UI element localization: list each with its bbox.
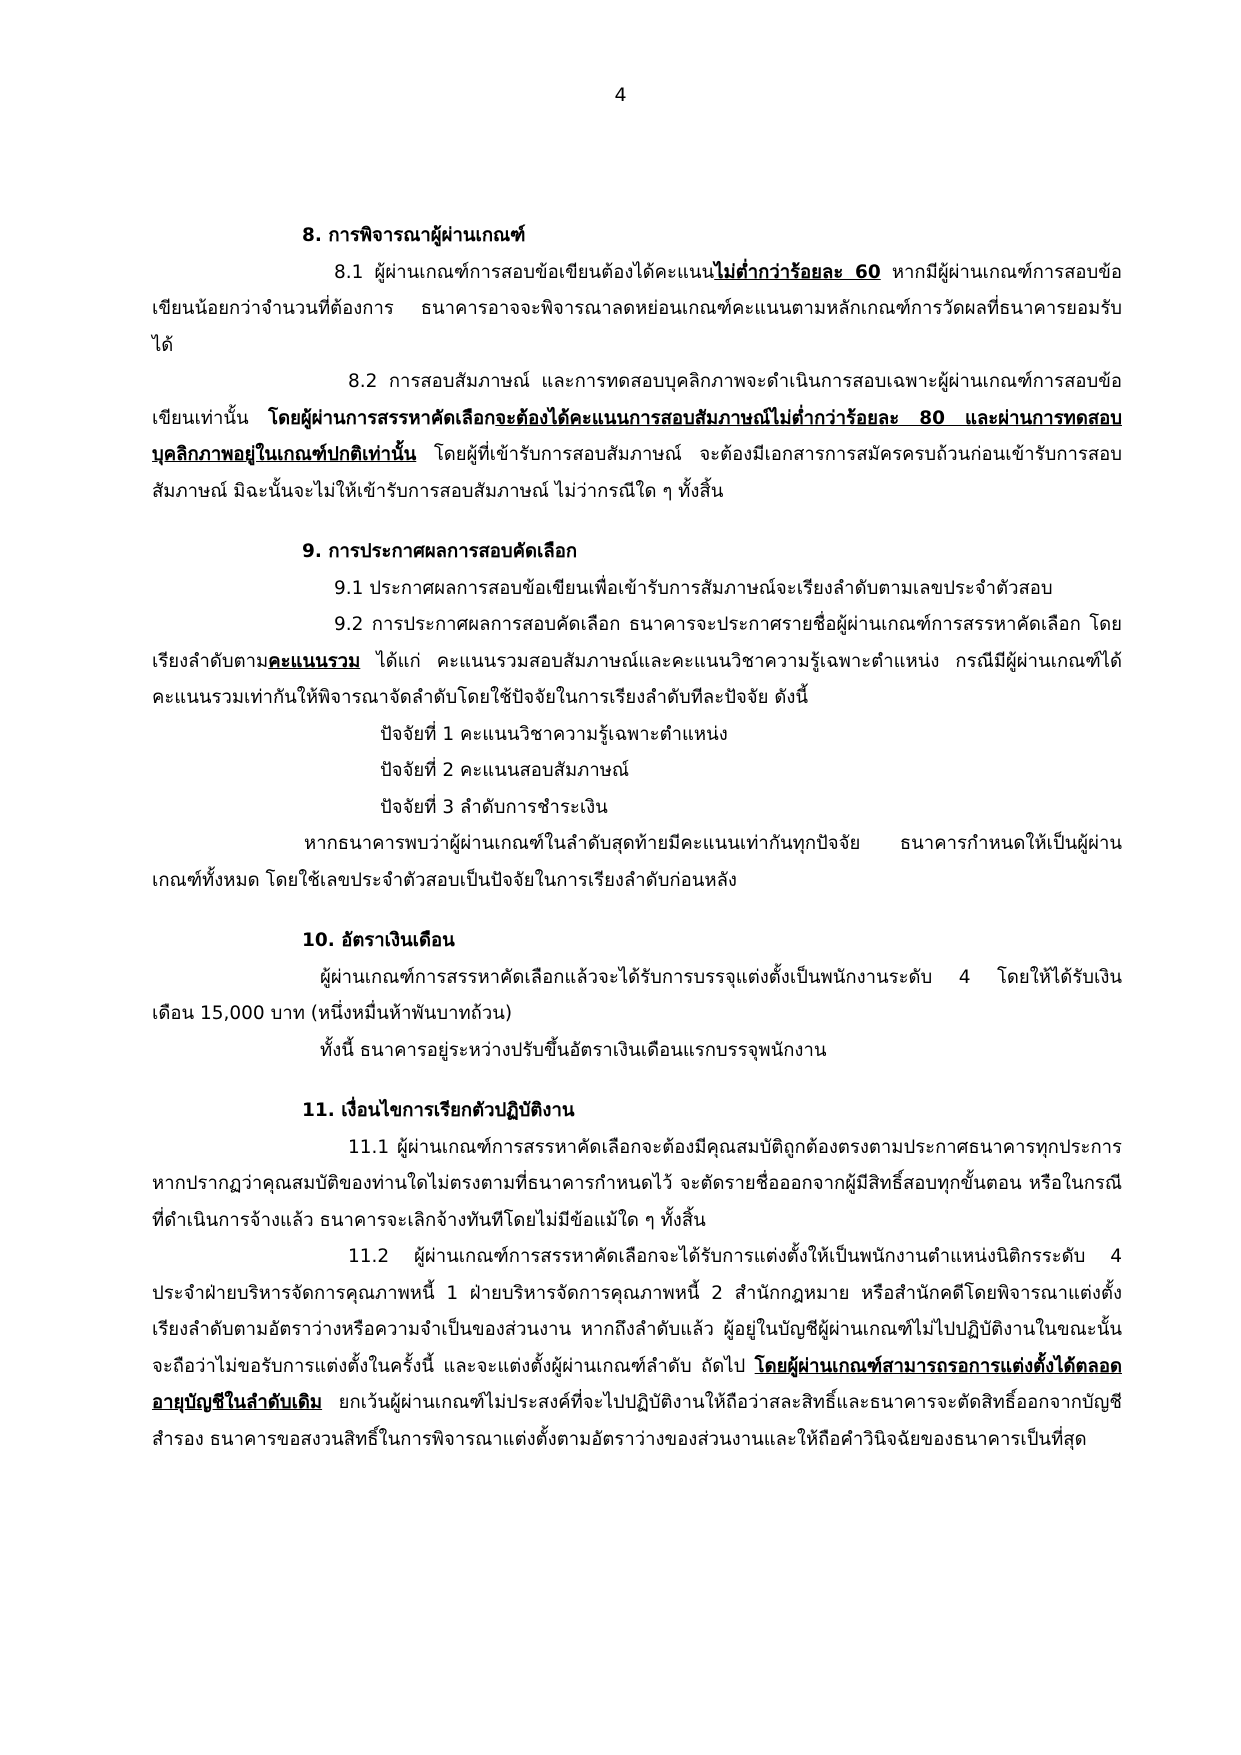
text: 8.2 การสอบสัมภาษณ์ และการทดสอบบุคลิกภาพจะดำเนินการสอบเฉพาะผู้ผ่านเกณฑ์การสอบข้อเขียนเท่านั้น: [152, 371, 1122, 429]
section-9-heading: 9. การประกาศผลการสอบคัดเลือก: [302, 541, 578, 562]
emphasis-text: โดยผู้ผ่านเกณฑ์สามารถรอการแต่งตั้งได้ตลอดอายุบัญชีในลำดับเดิม: [152, 1355, 1122, 1413]
document-body: [152, 218, 1122, 1458]
emphasis-text: จะต้องได้คะแนนการสอบสัมภาษณ์ไม่ต่ำกว่าร้อยละ 80 และผ่านการทดสอบบุคลิกภาพอยู่ในเกณฑ์ปกติเท่านั้น: [152, 407, 1122, 465]
text: โดยผู้ที่เข้ารับการสอบสัมภาษณ์ จะต้องมีเอกสารการสมัครครบถ้วนก่อนเข้ารับการสอบสัมภาษณ์ มิฉะนั้นจะไม่ให้เข้ารับการสอบสัมภาษณ์ ไม่ว่ากรณีใด ๆ ทั้งสิ้น: [152, 444, 1122, 502]
paragraph-9-2: [152, 607, 1122, 717]
bold-text: โดยผู้ผ่านการสรรหาคัดเลือก: [268, 407, 496, 429]
paragraph-9-1: 9.1 ประกาศผลการสอบข้อเขียนเพื่อเข้ารับการสัมภาษณ์จะเรียงลำดับตามเลขประจำตัวสอบ: [334, 577, 1053, 599]
emphasis-text: ไม่ต่ำกว่าร้อยละ 60: [714, 261, 881, 283]
page-number: 4: [614, 84, 627, 106]
section-8-heading: 8. การพิจารณาผู้ผ่านเกณฑ์: [302, 225, 526, 246]
text: ยกเว้นผู้ผ่านเกณฑ์ไม่ประสงค์ที่จะไปปฏิบัติงานให้ถือว่าสละสิทธิ์และธนาคารจะตัดสิทธิ์ออกจากบัญชีสำรอง ธนาคารขอสงวนสิทธิ์ในการพิจารณาแต่งตั้งตามอัตราว่างของส่วนงานและให้ถือคำวินิจฉัยของธนาคารเป็นที่สุด: [152, 1392, 1122, 1450]
factor-item: ปัจจัยที่ 2 คะแนนสอบสัมภาษณ์: [380, 760, 630, 781]
paragraph-10-2: ทั้งนี้ ธนาคารอยู่ระหว่างปรับขึ้นอัตราเงินเดือนแรกบรรจุพนักงาน: [320, 1039, 827, 1061]
paragraph-11-1: 11.1 ผู้ผ่านเกณฑ์การสรรหาคัดเลือกจะต้องมีคุณสมบัติถูกต้องตรงตามประกาศธนาคารทุกประการ หากปรากฏว่าคุณสมบัติของท่านใดไม่ตรงตามที่ธนาคารกำหนดไว้ จะตัดรายชื่อออกจากผู้มีสิทธิ์สอบทุกขั้นตอน หรือในกรณีที่ดำเนินการจ้างแล้ว ธนาคารจะเลิกจ้างทันทีโดยไม่มีข้อแม้ใด ๆ ทั้งสิ้น: [152, 1136, 1122, 1231]
section-11-heading: 11. เงื่อนไขการเรียกตัวปฏิบัติงาน: [302, 1100, 575, 1121]
factor-item: ปัจจัยที่ 1 คะแนนวิชาความรู้เฉพาะตำแหน่ง: [380, 723, 728, 745]
paragraph-11-2: [152, 1239, 1122, 1458]
emphasis-text: คะแนนรวม: [268, 650, 361, 672]
text: หากมีผู้ผ่านเกณฑ์การสอบข้อเขียนน้อยกว่าจำนวนที่ต้องการ ธนาคารอาจจะพิจารณาลดหย่อนเกณฑ์คะแนนตามหลักเกณฑ์การวัดผลที่ธนาคารยอมรับได้: [152, 261, 1123, 356]
section-10-heading: 10. อัตราเงินเดือน: [302, 930, 455, 951]
factor-item: ปัจจัยที่ 3 ลำดับการชำระเงิน: [380, 796, 608, 818]
paragraph-8-2: [152, 364, 1122, 510]
paragraph-10-1: ผู้ผ่านเกณฑ์การสรรหาคัดเลือกแล้วจะได้รับการบรรจุแต่งตั้งเป็นพนักงานระดับ 4 โดยให้ได้รับเงินเดือน 15,000 บาท (หนึ่งหมื่นห้าพันบาทถ้วน): [152, 966, 1122, 1024]
text: ได้แก่ คะแนนรวมสอบสัมภาษณ์และคะแนนวิชาความรู้เฉพาะตำแหน่ง กรณีมีผู้ผ่านเกณฑ์ได้คะแนนรวมเท่ากันให้พิจารณาจัดลำดับโดยใช้ปัจจัยในการเรียงลำดับทีละปัจจัย ดังนี้: [152, 650, 1122, 708]
text: 8.1 ผู้ผ่านเกณฑ์การสอบข้อเขียนต้องได้คะแนน: [334, 261, 715, 283]
text: 9.2 การประกาศผลการสอบคัดเลือก ธนาคารจะประกาศรายชื่อผู้ผ่านเกณฑ์การสรรหาคัดเลือก โดยเรียงลำดับตาม: [152, 614, 1122, 672]
text: 11.2 ผู้ผ่านเกณฑ์การสรรหาคัดเลือกจะได้รับการแต่งตั้งให้เป็นพนักงานตำแหน่งนิติกรระดับ 4 ประจำฝ่ายบริหารจัดการคุณภาพหนี้ 1 ฝ่ายบริหารจัดการคุณภาพหนี้ 2 สำนักกฎหมาย หรือสำนักคดีโดยพิจารณาแต่งตั้งเรียงลำดับตามอัตราว่างหรือความจำเป็นของส่วนงาน หากถึงลำดับแล้ว ผู้อยู่ในบัญชีผู้ผ่านเกณฑ์ไม่ไปปฏิบัติงานในขณะนั้น จะถือว่าไม่ขอรับการแต่งตั้งในครั้งนี้ และจะแต่งตั้งผู้ผ่านเกณฑ์ลำดับ ถัดไป: [152, 1246, 1122, 1377]
paragraph-8-1: [152, 255, 1122, 365]
paragraph-9-3: หากธนาคารพบว่าผู้ผ่านเกณฑ์ในลำดับสุดท้ายมีคะแนนเท่ากันทุกปัจจัย ธนาคารกำหนดให้เป็นผู้ผ่านเกณฑ์ทั้งหมด โดยใช้เลขประจำตัวสอบเป็นปัจจัยในการเรียงลำดับก่อนหลัง: [152, 833, 1122, 891]
